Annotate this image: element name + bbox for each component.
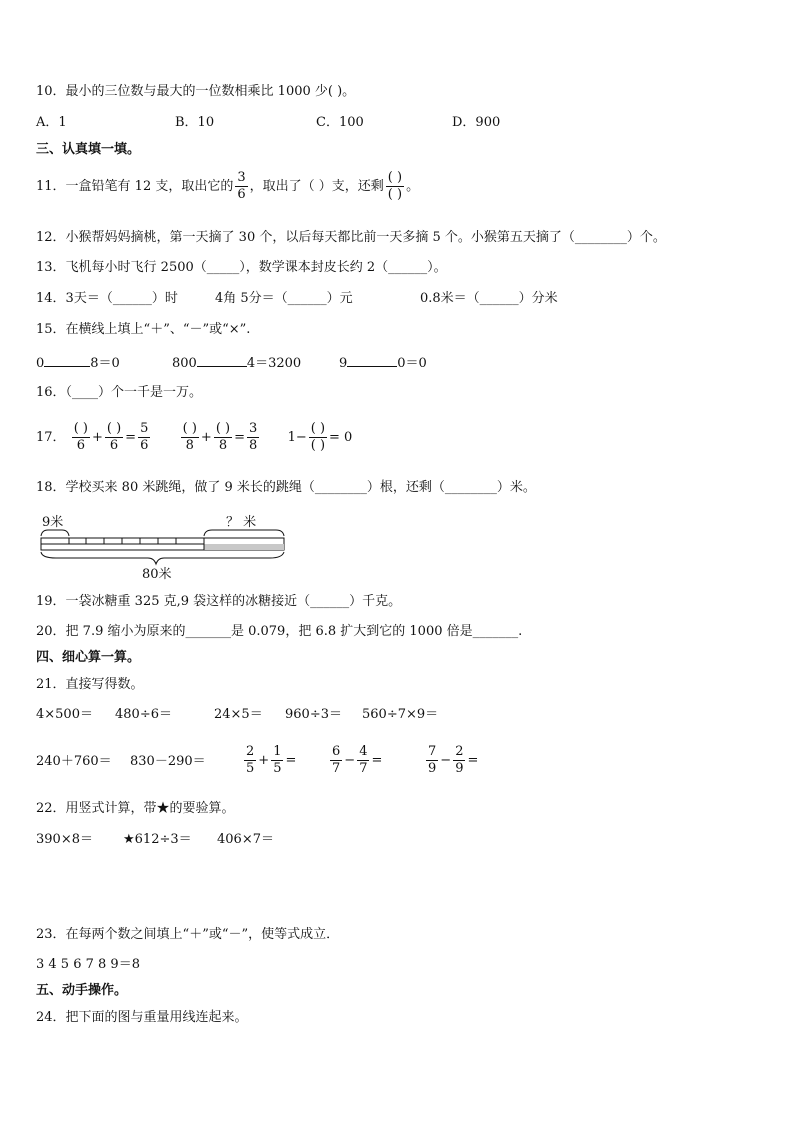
q11	[36, 170, 419, 204]
q15-e2-right: 4＝3200	[246, 356, 302, 371]
rope-left-brace	[41, 530, 69, 536]
q15-stem: 15．在横线上填上“＋”、“－”或“×”.	[36, 322, 251, 337]
q17-result-2: $\frac{3}{8}$	[249, 421, 258, 453]
q17-label: 17．	[36, 430, 66, 445]
q21-r2-2: 830－290＝	[130, 754, 206, 769]
q21-r1-5: 560÷7×9＝	[362, 707, 439, 722]
q20: 20．把 7.9 缩小为原来的_______是 0.079，把 6.8 扩大到它的 1000 倍是_______.	[36, 624, 523, 639]
section-4-heading: 四、细心算一算。	[36, 650, 141, 665]
rope-right-brace	[204, 530, 284, 536]
rope-total-brace	[41, 552, 284, 564]
q17: 17． $\frac{( )}{6}$ + $\frac{( )}{6}$ = $\frac{5}{6}$ $\frac{( )}{8}$ + $\frac{( )}{8}$ = $\frac{3}{8}$ 1− $\frac{( )}{( )}$ = 0	[36, 421, 353, 453]
q21-frac-expr-1: $\frac{2}{5}$ + $\frac{1}{5}$ =	[246, 744, 297, 776]
q11-end: 。	[406, 179, 420, 194]
q10-option-b: B．10	[175, 115, 215, 130]
section-3-heading: 三、认真填一填。	[36, 142, 141, 157]
q21-r1-4: 960÷3＝	[285, 707, 342, 722]
q10-stem: 10．最小的三位数与最大的一位数相乘比 1000 少( )。	[36, 84, 356, 99]
section-5-heading: 五、动手操作。	[36, 983, 128, 998]
q17-frac-5: $\frac{( )}{( )}$	[310, 421, 326, 453]
q22-item-2: ★612÷3＝	[123, 832, 192, 847]
q10-option-d: D．900	[452, 115, 501, 130]
q16: 16．（____）个一千是一万。	[36, 385, 203, 400]
rope-total-label: 80米	[142, 567, 172, 580]
q13: 13．飞机每小时飞行 2500（_____），数学课本封皮长约 2（______）。	[36, 260, 447, 275]
q11-pre: 11．一盒铅笔有 12 支，取出它的	[36, 179, 234, 194]
q17-frac-1: $\frac{( )}{6}$	[73, 421, 88, 453]
q14-part-c: 0.8米＝（______）分米	[420, 291, 558, 306]
q17-frac-2: $\frac{( )}{6}$	[106, 421, 122, 453]
q15-e2-left: 800	[172, 356, 197, 371]
q11-frac-num: 3	[237, 170, 246, 185]
q15-e1-right: 8＝0	[90, 356, 120, 371]
q21-title: 21．直接写得数。	[36, 677, 144, 692]
q19: 19．一袋冰糖重 325 克,9 袋这样的冰糖接近（______）千克。	[36, 594, 402, 609]
q11-answer-num: ( )	[387, 170, 403, 185]
q21-frac-expr-3: $\frac{7}{9}$ − $\frac{2}{9}$ =	[428, 744, 479, 776]
q17-zero: = 0	[329, 430, 353, 445]
q15-expr-3	[339, 354, 427, 372]
q15-e2-blank[interactable]	[197, 354, 247, 367]
q17-result-1: $\frac{5}{6}$	[140, 421, 149, 453]
q21-r1-3: 24×5＝	[214, 707, 263, 722]
q15-e3-blank[interactable]	[347, 354, 397, 367]
q21-r1-1: 4×500＝	[36, 707, 93, 722]
q17-frac-3: $\frac{( )}{8}$	[182, 421, 197, 453]
q21-r2-1: 240＋760＝	[36, 754, 112, 769]
q14-part-a: 14．3天＝（______）时	[36, 291, 178, 306]
q10-option-c: C．100	[316, 115, 364, 130]
q22-item-1: 390×8＝	[36, 832, 93, 847]
q22-title: 22．用竖式计算，带★的要验算。	[36, 801, 235, 816]
q11-answer-fraction	[386, 170, 404, 203]
q12: 12．小猴帮妈妈摘桃，第一天摘了 30 个，以后每天都比前一天多摘 5 个。小猴第五天摘了（________）个。	[36, 230, 666, 245]
q15-e3-right: 0＝0	[397, 356, 427, 371]
rope-diagram	[36, 508, 296, 580]
rope-right-label: ？ 米	[226, 515, 257, 530]
q24: 24．把下面的图与重量用线连起来。	[36, 1010, 248, 1025]
rope-remainder-shade	[204, 544, 284, 550]
q11-fraction	[235, 170, 247, 203]
q15-e1-left: 0	[36, 356, 45, 371]
q15-expr-1	[36, 354, 120, 372]
q18: 18．学校买来 80 米跳绳，做了 9 米长的跳绳（________）根，还剩（________）米。	[36, 480, 536, 495]
rope-left-label: 9米	[42, 515, 64, 530]
q15-expr-2	[172, 354, 301, 372]
q11-mid: ，取出了（ ）支，还剩	[249, 179, 384, 194]
q10-option-a: A．1	[36, 115, 67, 130]
q15-e1-blank[interactable]	[44, 354, 90, 367]
q22-item-3: 406×7＝	[217, 832, 274, 847]
q11-frac-den: 6	[237, 187, 246, 202]
q11-answer-den: ( )	[387, 187, 403, 202]
q17-one: 1	[287, 430, 296, 445]
q21-frac-expr-2: $\frac{6}{7}$ − $\frac{4}{7}$ =	[332, 744, 383, 776]
q23-expression: 3 4 5 6 7 8 9＝8	[36, 957, 140, 972]
q23-title: 23．在每两个数之间填上“＋”或“－”，使等式成立．	[36, 927, 340, 942]
q14-part-b: 4角 5分＝（______）元	[215, 291, 353, 306]
q15-e3-left: 9	[339, 356, 348, 371]
q21-r1-2: 480÷6＝	[115, 707, 172, 722]
q17-frac-4: $\frac{( )}{8}$	[215, 421, 231, 453]
